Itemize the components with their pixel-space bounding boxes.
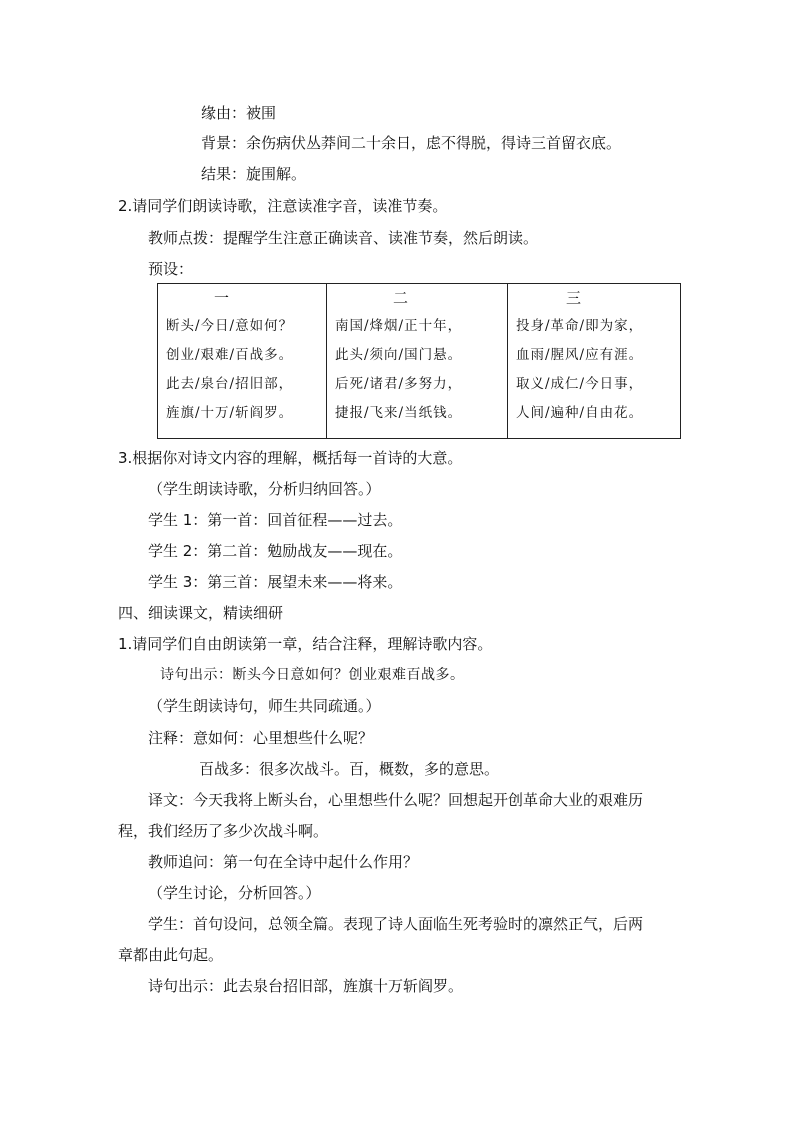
- poem-line: 血雨/腥风/应有涯。: [516, 347, 644, 363]
- poem-line: 断头/今日/意如何？: [166, 318, 294, 334]
- column-header: 二: [393, 289, 409, 307]
- text-line: 背景：余伤病伏丛莽间二十余日，虑不得脱，得诗三首留衣底。: [201, 134, 622, 152]
- list-item: 1.请同学们自由朗读第一章，结合注释，理解诗歌内容。: [118, 635, 493, 653]
- column-header: 三: [566, 289, 582, 307]
- text-line: 学生 1：第一首：回首征程——过去。: [148, 511, 403, 529]
- poem-column-1: [158, 284, 327, 439]
- poem-line: 此去/泉台/招旧部，: [166, 376, 294, 392]
- text-line: 结果：旋围解。: [201, 165, 307, 183]
- poem-line: 此头/须向/国门悬。: [335, 347, 463, 363]
- text-line: 教师追问：第一句在全诗中起什么作用？: [148, 853, 419, 871]
- text-line: 译文：今天我将上断头台，心里想些什么呢？回想起开创革命大业的艰难历: [148, 791, 644, 809]
- text-line: （学生朗读诗歌，分析归纳回答。）: [148, 480, 381, 498]
- text-line: （学生讨论，分析回答。）: [148, 884, 321, 902]
- text-line: 注释：意如何：心里想些什么呢？: [148, 729, 374, 747]
- text-line: 预设：: [148, 260, 194, 278]
- text-line: 学生 2：第二首：勉励战友——现在。: [148, 542, 403, 560]
- text-line: 程，我们经历了多少次战斗啊。: [118, 822, 329, 840]
- poem-column-2: [327, 284, 508, 439]
- poem-quote: 诗句出示：断头今日意如何？创业艰难百战多。: [160, 667, 465, 683]
- text-line: 章都由此句起。: [118, 946, 224, 964]
- poem-line: 捷报/飞来/当纸钱。: [335, 405, 463, 421]
- poem-quote: 诗句出示：此去泉台招旧部，旌旗十万斩阎罗。: [148, 977, 464, 995]
- poem-column-3: [508, 284, 681, 439]
- poem-table: [157, 283, 681, 439]
- text-line: 缘由：被围: [201, 104, 277, 122]
- poem-line: 创业/艰难/百战多。: [166, 347, 294, 363]
- poem-line: 取义/成仁/今日事，: [516, 376, 644, 392]
- list-item: 3.根据你对诗文内容的理解，概括每一首诗的大意。: [118, 449, 463, 467]
- text-line: （学生朗读诗句，师生共同疏通。）: [148, 697, 381, 715]
- poem-line: 南国/烽烟/正十年，: [335, 318, 463, 334]
- text-line: 学生 3：第三首：展望未来——将来。: [148, 573, 403, 591]
- column-header: 一: [214, 289, 230, 307]
- poem-line: 旌旗/十万/斩阎罗。: [166, 405, 294, 421]
- poem-line: 人间/遍种/自由花。: [516, 405, 644, 421]
- text-line: 百战多：很多次战斗。百，概数，多的意思。: [199, 760, 500, 778]
- poem-line: 投身/革命/即为家，: [516, 318, 644, 334]
- text-line: 学生：首句设问，总领全篇。表现了诗人面临生死考验时的凛然正气，后两: [148, 915, 644, 933]
- section-heading: 四、细读课文，精读细研: [118, 604, 284, 622]
- text-line: 教师点拨：提醒学生注意正确读音、读准节奏，然后朗读。: [148, 229, 539, 247]
- poem-line: 后死/诸君/多努力，: [335, 376, 463, 392]
- list-item: 2.请同学们朗读诗歌，注意读准字音，读准节奏。: [118, 197, 448, 215]
